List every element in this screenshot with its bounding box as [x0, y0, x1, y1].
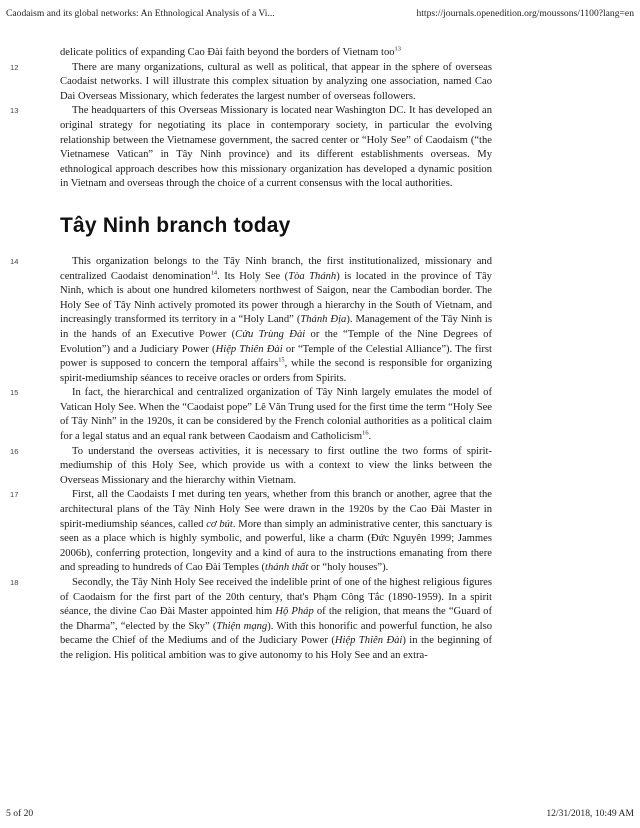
footnote-ref[interactable]: 15	[278, 356, 285, 364]
article-body	[10, 45, 492, 664]
paragraph-14: 14 This organization belongs to the Tây Ninh branch, the first institutionalized, missionary and centralized Caodaist denomination$^{14}$. Its Holy See (Tòa Thánh) is located in the province of Tây Ninh, which is about one hundred kilometers northwest of Saigon, near the Cambodian border. The Holy See of Tây Ninh actively promoted its power through a hierarchy in the South of Vietnam, and increasingly transformed its territory in a “Holy Land” (Thánh Địa). Management of the Tây Ninh is in the hands of an Executive Power (Cửu Trùng Đài or the “Temple of the Nine Degrees of Evolution”) and a Judiciary Power (Hiệp Thiên Đài or “Temple of the Celestial Alliance”). The first power is supposed to concern the temporal affairs$^{15}$, while the second is responsible for organizing spirit-mediumship séances to receive oracles or orders from Spirits.	[10, 255, 492, 384]
paragraph-15: 15 In fact, the hierarchical and centralized organization of Tây Ninh largely emulates the model of Vatican Holy See. When the “Caodaist pope” Lê Văn Trung used for the first time the term “Holy See of Tây Ninh” in the 1920s, it can be considered by the French colonial authorities as a political claim for a legal status and an equal rank between Caodaism and Catholicism$^{16}$.	[10, 387, 492, 443]
paragraph-number: 14	[10, 256, 19, 266]
document-url[interactable]: https://journals.openedition.org/moussons/1100?lang=en	[416, 8, 634, 19]
paragraph-number: 15	[10, 388, 19, 398]
paragraph-12: 12 There are many organizations, cultural as well as political, that appear in the sphere of overseas Caodaist networks. I will illustrate this complex situation by analyzing one association, named Cao Dai Overseas Missionary, which federates the largest number of overseas followers.	[10, 61, 492, 102]
document-title: Caodaism and its global networks: An Ethnological Analysis of a Vi...	[6, 8, 275, 19]
print-footer	[6, 808, 634, 822]
paragraph-number: 17	[10, 490, 19, 500]
footnote-ref[interactable]: 13	[394, 45, 401, 53]
footnote-ref[interactable]: 16	[362, 429, 369, 437]
paragraph-17: 17 First, all the Caodaists I met during ten years, whether from this branch or another, agree that the architectural plans of the Tây Ninh Holy See were drawn in the 1920s by the Cao Đài Master in spirit-mediumship séances, called cơ bút. More than simply an administrative center, this sanctuary is seen as a place which is highly symbolic, and powerful, like a charm (Đức Nguyên 1999; Jammes 2006b), conferring protection, longevity and a kind of aura to the instructions emanating from there and spreading to hundreds of Cao Đài Temples (thánh thất or “holy houses”).	[10, 489, 492, 574]
print-header	[6, 8, 634, 24]
paragraph-number: 13	[10, 106, 19, 116]
paragraph-number: 12	[10, 62, 19, 72]
section-heading: Tây Ninh branch today	[60, 213, 291, 237]
paragraph-18: 18 Secondly, the Tây Ninh Holy See received the indelible print of one of the highest religious figures of Caodaism for the first part of the 20th century, that's Phạm Công Tắc (1890-1959). In a spirit séance, the divine Cao Đài Master appointed him Hộ Pháp of the religion, that means the “Guard of the Dharma”, “elected by the Sky” (Thiện mạng). With this honorific and powerful function, he also became the Chief of the Mediums and of the Judiciary Power (Hiệp Thiên Đài) in the beginning of the religion. His political ambition was to give autonomy to his Holy See and an extra-	[10, 577, 492, 661]
paragraph-number: 16	[10, 446, 19, 456]
paragraph-number: 18	[10, 578, 19, 587]
footnote-ref[interactable]: 14	[210, 269, 218, 276]
paragraph-13: 13 The headquarters of this Overseas Missionary is located near Washington DC. It has developed an original strategy for negotiating its place in contemporary society, in particular the evolving relationship between the Vietnamese government, the sacred center or “Holy See” of Caodaism (“the Vietnamese Vatican” in Tây Ninh province) and its different establishments overseas. My ethnological approach describes how this missionary organization has developed a dynamic position in Vietnam and overseas through the choice of a current consensus with the local authorities.	[10, 105, 492, 190]
print-datetime: 12/31/2018, 10:49 AM	[546, 808, 634, 819]
paragraph-intro-tail: delicate politics of expanding Cao Đài faith beyond the borders of Vietnam too$^{13}$	[60, 45, 401, 58]
paragraph-16: 16 To understand the overseas activities, it is necessary to first outline the two forms of spirit-mediumship of this Holy See, which provide us with a context to view the links between the Overseas Missionary and the hierarchy within Vietnam.	[10, 445, 492, 486]
page-counter: 5 of 20	[6, 808, 34, 819]
